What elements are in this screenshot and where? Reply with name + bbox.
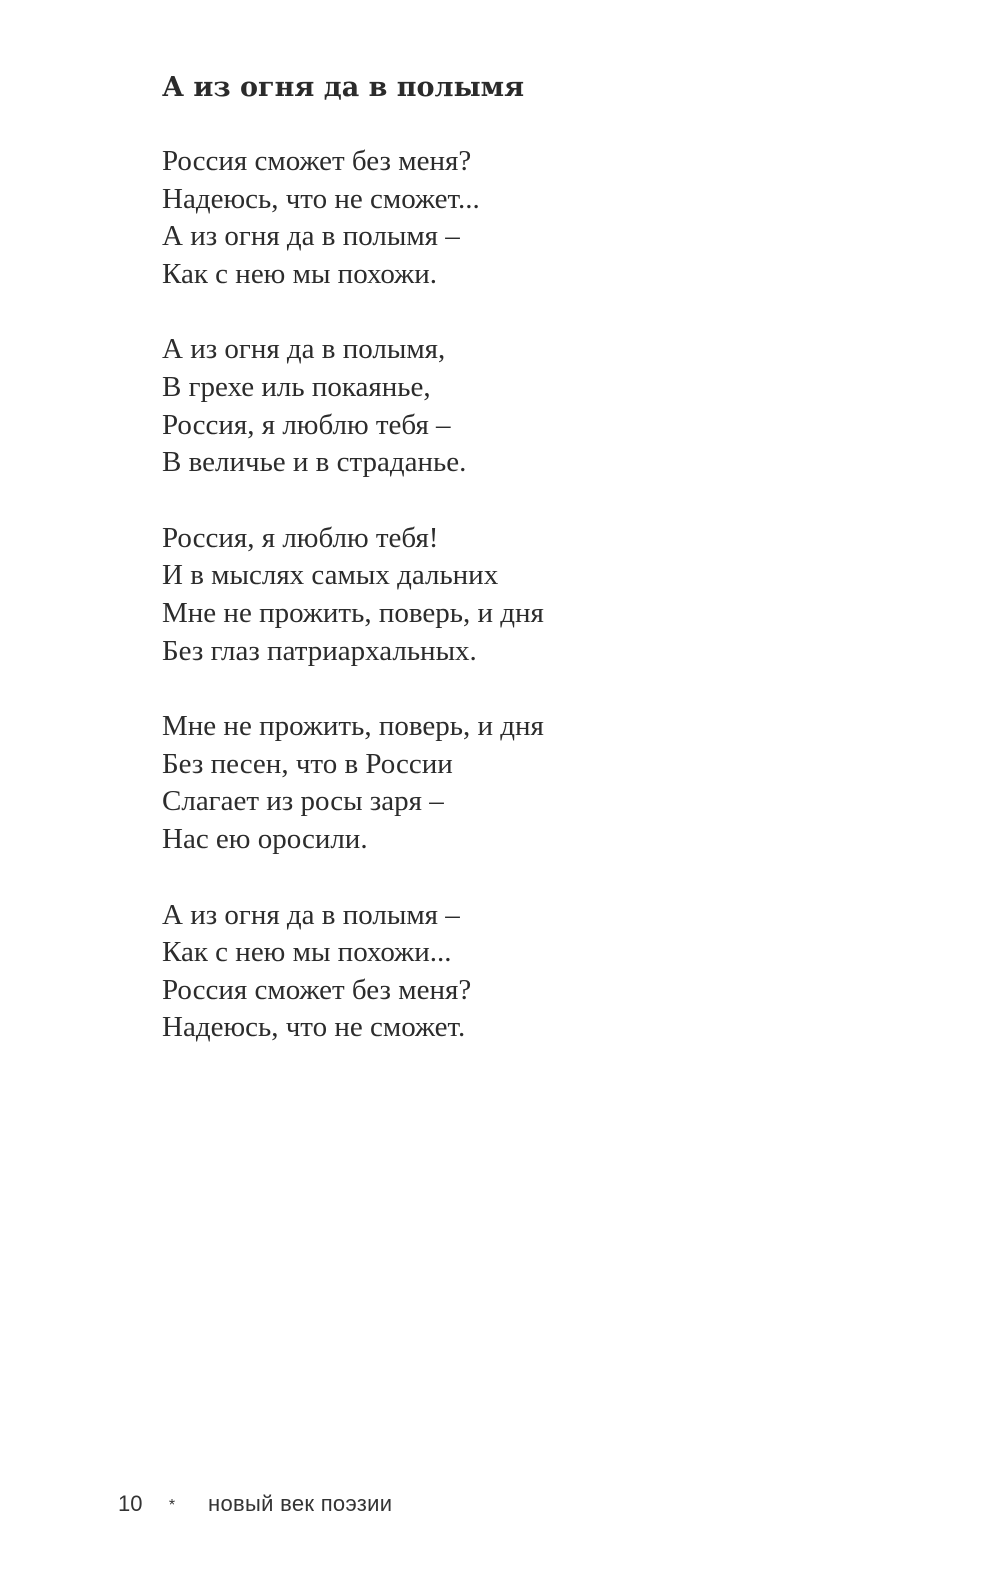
poem-line: Без песен, что в России: [162, 747, 453, 780]
poem-line: Надеюсь, что не сможет...: [162, 182, 480, 215]
poem-line: Без глаз патриархальных.: [162, 634, 477, 667]
poem-line: А из огня да в полымя,: [162, 333, 446, 366]
poem-line: Мне не прожить, поверь, и дня: [162, 596, 544, 629]
asterisk-separator: *: [168, 1497, 176, 1514]
poem-title: А из огня да в полымя: [162, 72, 525, 103]
poem-line: Надеюсь, что не сможет.: [162, 1011, 466, 1044]
poem-line: Слагает из росы заря –: [162, 785, 444, 818]
poem-body: [162, 143, 862, 1085]
poem-line: Как с нею мы похожи...: [162, 936, 452, 969]
poem-line: Россия, я люблю тебя –: [162, 408, 451, 441]
poem-line: Россия сможет без меня?: [162, 145, 472, 177]
poem-line: Россия сможет без меня?: [162, 973, 472, 1006]
stanza-5: [162, 897, 862, 1047]
series-title: новый век поэзии: [208, 1491, 393, 1516]
stanza-1: [162, 143, 862, 293]
stanza-2: [162, 331, 862, 481]
page-footer: [118, 1486, 392, 1522]
poem-line: В величье и в страданье.: [162, 446, 467, 479]
poem-line: А из огня да в полымя –: [162, 898, 460, 931]
poem-line: Нас ею оросили.: [162, 822, 368, 855]
poem-line: И в мыслях самых дальних: [162, 559, 499, 592]
stanza-4: [162, 708, 862, 858]
poem-line: В грехе иль покаянье,: [162, 370, 431, 403]
poem-line: Как с нею мы похожи.: [162, 257, 437, 290]
poem-line: А из огня да в полымя –: [162, 220, 460, 253]
page-number: 10: [118, 1491, 143, 1516]
poem-line: Россия, я люблю тебя!: [162, 521, 439, 554]
poem-line: Мне не прожить, поверь, и дня: [162, 710, 544, 743]
stanza-3: [162, 520, 862, 670]
